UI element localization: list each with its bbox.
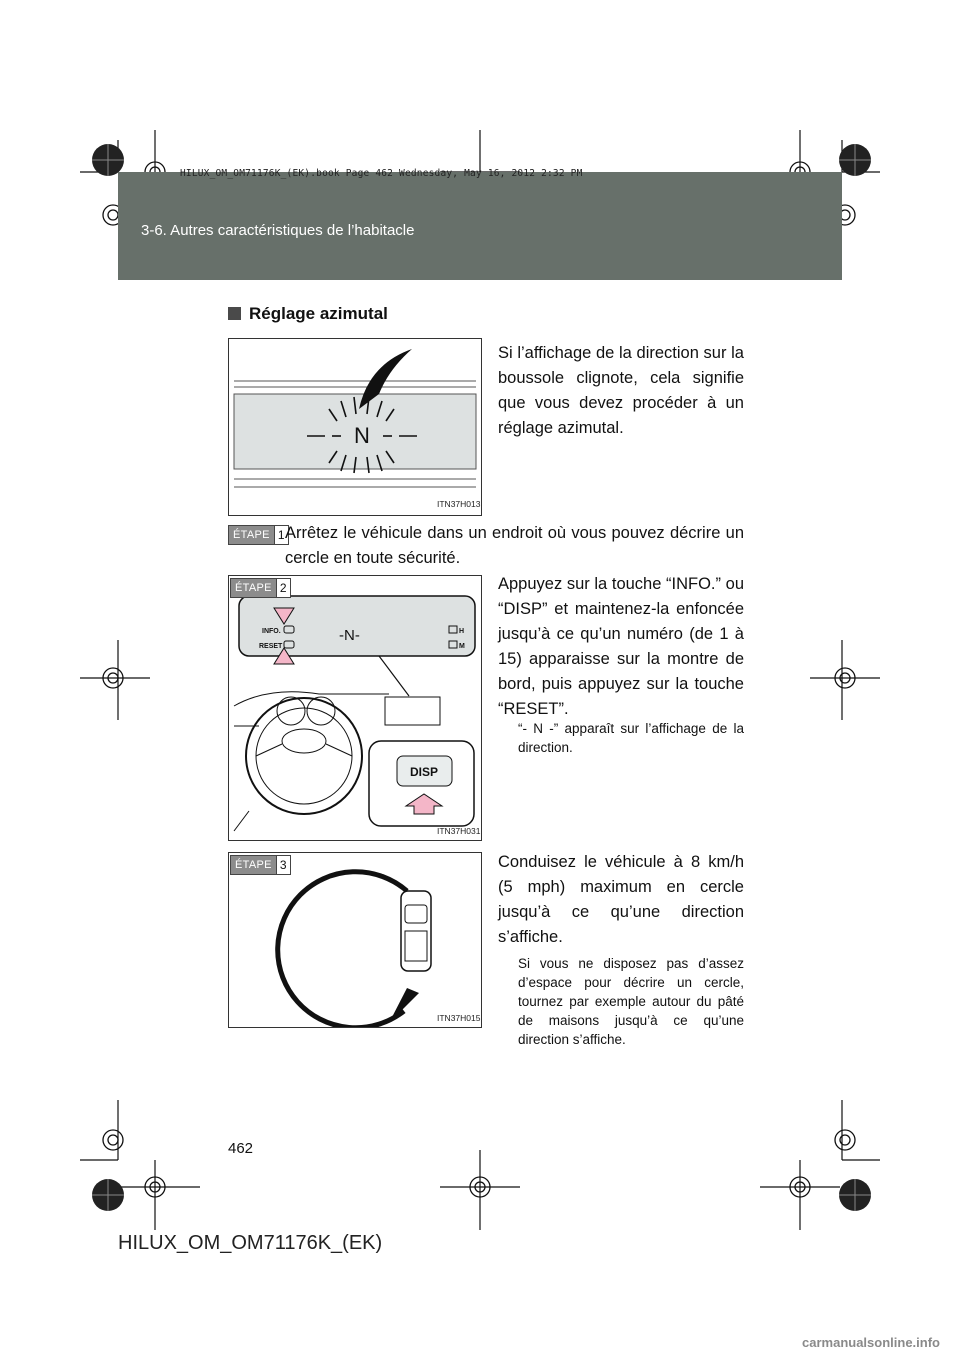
- page-number: 462: [228, 1140, 254, 1157]
- step-badge-3: ÉTAPE 3: [230, 855, 291, 875]
- section-title: [228, 304, 388, 324]
- car-icon: [401, 891, 431, 971]
- info-button-label: INFO.: [262, 628, 281, 635]
- step-2-text: Appuyez sur la touche “INFO.” ou “DISP” et maintenez-la enfoncée jusqu’à ce qu’un numéro (de 1 à 15) apparaisse sur la montre de bord, puis appuyez sur la touche “RESET”.: [498, 575, 744, 718]
- step-badge-1: ÉTAPE 1: [228, 525, 289, 545]
- footer-doc-id: HILUX_OM_OM71176K_(EK): [118, 1232, 383, 1254]
- figure-dashboard-buttons: [228, 575, 482, 841]
- step-1-text: Arrêtez le véhicule dans un endroit où vous pouvez décrire un cercle en toute sécurité.: [285, 524, 744, 567]
- section-label: 3-6. Autres caractéristiques de l’habitacle: [141, 222, 415, 239]
- square-bullet-icon: [228, 307, 241, 320]
- intro-paragraph: Si l’affichage de la direction sur la boussole clignote, cela signifie que vous devez procéder à un réglage azimutal.: [498, 344, 744, 437]
- dashboard-illustration: [229, 576, 481, 840]
- step-3-text: Conduisez le véhicule à 8 km/h (5 mph) maximum en cercle jusqu’à ce qu’une direction s’affiche.: [498, 853, 744, 946]
- watermark: carmanualsonline.info: [802, 1335, 940, 1350]
- figure-driving-circle: [228, 852, 482, 1028]
- step-badge-2: ÉTAPE 2: [230, 578, 291, 598]
- m-button-label: M: [459, 643, 465, 650]
- book-info-line: HILUX_OM_OM71176K_(EK).book Page 462 Wednesday, May 16, 2012 2:32 PM: [180, 168, 583, 179]
- figure-compass-blinking: [228, 338, 482, 516]
- h-button-label: H: [459, 628, 465, 635]
- driving-circle-illustration: [229, 853, 481, 1027]
- compass-display-illustration: [229, 339, 481, 515]
- step-2-note: “- N -” apparaît sur l’affichage de la direction.: [518, 721, 744, 755]
- reset-button-label: RESET: [259, 643, 283, 650]
- display-n-letter: N: [354, 423, 370, 448]
- section-title-text: Réglage azimutal: [249, 304, 388, 323]
- figure-code: ITN37H031: [437, 826, 481, 836]
- figure-code: ITN37H013: [437, 499, 481, 509]
- figure-code: ITN37H015: [437, 1013, 481, 1023]
- disp-button-label: DISP: [409, 765, 439, 779]
- step-3-note: Si vous ne disposez pas d’assez d’espace pour décrire un cercle, tournez par exemple autour du pâté de maisons jusqu’à ce qu’une direction s’affiche.: [518, 956, 744, 1047]
- display-minus-n: -N-: [339, 627, 360, 644]
